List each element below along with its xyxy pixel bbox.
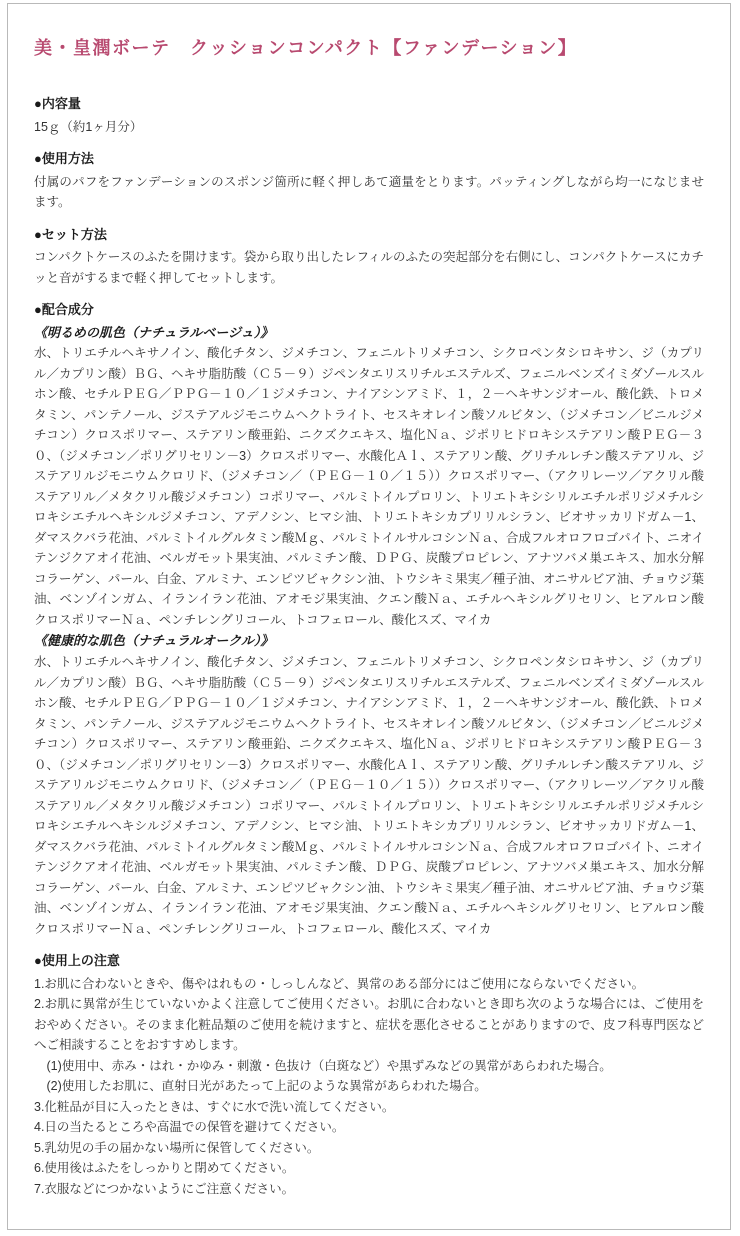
section-heading-setting: ●セット方法 (34, 226, 107, 242)
shade-block-natural-ochre (34, 631, 704, 939)
ingredients-list-natural-beige: 水、トリエチルヘキサノイン、酸化チタン、ジメチコン、フェニルトリメチコン、シクロペンタシロキサン、ジ（カプリル／カプリン酸）ＢＧ、ヘキサ脂肪酸（Ｃ５－９）ジペンタエリスリチルエステルズ、フェニルベンズイミダゾールスルホン酸、セチルＰＥＧ／ＰＰＧ－１０／１ジメチコン、ナイアシンアミド、１，２－ヘキサンジオール、酸化鉄、トロメタミン、パンテノール、ジステアルジモニウムヘクトライト、セスキオレイン酸ソルビタン、（ジメチコン／ビニルジメチコン）クロスポリマー、ステアリン酸亜鉛、ニクズクエキス、塩化Ｎａ、ジポリヒドロキシステアリン酸ＰＥＧ－３０、（ジメチコン／ポリグリセリン－3）クロスポリマー、水酸化Ａｌ、ステアリン酸、グリチルレチン酸ステアリル、ジステアリルジモニウムクロリド、（ジメチコン／（ＰＥＧ－１０／１５））クロスポリマー、（アクリレーツ／アクリル酸ステアリル／メタクリル酸ジメチコン）コポリマー、パルミトイルプロリン、トリエトキシシリルエチルポリジメチルシロキシエチルヘキシルジメチコン、アデノシン、ヒマシ油、トリエトキシカプリリルシラン、ビオサッカリドガム－1、ダマスクバラ花油、パルミトイルグルタミン酸Ｍｇ、パルミトイルサルコシンＮａ、合成フルオロフロゴパイト、ニオイテンジクアオイ花油、ベルガモット果実油、パルミチン酸、ＤＰＧ、炭酸プロピレン、アナツバメ巣エキス、加水分解コラーゲン、パール、白金、アルミナ、エンピツビャクシン油、トウシキミ果実／種子油、オニサルビア油、チョウジ葉油、ベンゾインガム、イランイラン花油、アオモジ果実油、クエン酸Ｎａ、エチルヘキシルグリセリン、ヒアルロン酸クロスポリマーＮａ、ペンチレングリコール、トコフェロール、酸化スズ、マイカ (34, 346, 704, 627)
shade-block-natural-beige (34, 323, 704, 631)
usage-text: 付属のパフをファンデーションのスポンジ箇所に軽く押しあて適量をとります。パッティングしながら均一になじませます。 (34, 174, 704, 209)
section-heading-volume: ●内容量 (34, 96, 81, 111)
section-setting (34, 225, 704, 289)
ingredients-list-natural-ochre: 水、トリエチルヘキサノイン、酸化チタン、ジメチコン、フェニルトリメチコン、シクロペンタシロキサン、ジ（カプリル／カプリン酸）ＢＧ、ヘキサ脂肪酸（Ｃ５－９）ジペンタエリスリチルエステルズ、フェニルベンズイミダゾールスルホン酸、セチルＰＥＧ／ＰＰＧ－１０／１ジメチコン、ナイアシンアミド、１，２－ヘキサンジオール、酸化鉄、トロメタミン、パンテノール、ジステアルジモニウムヘクトライト、セスキオレイン酸ソルビタン、（ジメチコン／ビニルジメチコン）クロスポリマー、ステアリン酸亜鉛、ニクズクエキス、塩化Ｎａ、ジポリヒドロキシステアリン酸ＰＥＧ－３０、（ジメチコン／ポリグリセリン－3）クロスポリマー、水酸化Ａｌ、ステアリン酸、グリチルレチン酸ステアリル、ジステアリルジモニウムクロリド、（ジメチコン／（ＰＥＧ－１０／１５））クロスポリマー、（アクリレーツ／アクリル酸ステアリル／メタクリル酸ジメチコン）コポリマー、パルミトイルプロリン、トリエトキシシリルエチルポリジメチルシロキシエチルヘキシルジメチコン、アデノシン、ヒマシ油、トリエトキシカプリリルシラン、ビオサッカリドガム－1、ダマスクバラ花油、パルミトイルグルタミン酸Ｍｇ、パルミトイルサルコシンＮａ、合成フルオロフロゴパイト、ニオイテンジクアオイ花油、ベルガモット果実油、パルミチン酸、ＤＰＧ、炭酸プロピレン、アナツバメ巣エキス、加水分解コラーゲン、パール、白金、アルミナ、エンピツビャクシン油、トウシキミ果実／種子油、オニサルビア油、チョウジ葉油、ベンゾインガム、イランイラン花油、アオモジ果実油、クエン酸Ｎａ、エチルヘキシルグリセリン、ヒアルロン酸クロスポリマーＮａ、ペンチレングリコール、トコフェロール、酸化スズ、マイカ (34, 655, 704, 936)
page-container (7, 3, 731, 1230)
section-cautions (34, 951, 704, 1199)
section-heading-cautions: ●使用上の注意 (34, 953, 120, 969)
shade-heading-natural-ochre: 《健康的な肌色（ナチュラルオークル）》 (34, 633, 274, 649)
section-heading-usage: ●使用方法 (34, 151, 94, 166)
shade-heading-natural-beige: 《明るめの肌色（ナチュラルベージュ）》 (34, 324, 274, 340)
setting-text: コンパクトケースのふたを開けます。袋から取り出したレフィルのふたの突起部分を右側にし、コンパクトケースにカチッと音がするまで軽く押してセットします。 (34, 250, 704, 285)
section-heading-ingredients: ●配合成分 (34, 302, 94, 317)
caution-item-3: 3.化粧品が目に入ったときは、すぐに水で洗い流してください。 (34, 1099, 395, 1114)
section-ingredients (34, 300, 704, 939)
caution-item-6: 6.使用後はふたをしっかりと閉めてください。 (34, 1161, 295, 1176)
caution-item-4: 4.日の当たるところや高温での保管を避けてください。 (34, 1120, 345, 1135)
caution-item-5: 5.乳幼児の手の届かない場所に保管してください。 (34, 1140, 320, 1155)
section-volume (34, 94, 704, 137)
caution-item-2-2: (2)使用したお肌に、直射日光があたって上記のような異常があらわれた場合。 (34, 1079, 487, 1094)
page-title: 美・皇潤ボーテ クッションコンパクト【ファンデーション】 (34, 38, 578, 58)
section-usage (34, 149, 704, 213)
caution-item-2-1: (1)使用中、赤み・はれ・かゆみ・刺激・色抜け（白斑など）や黒ずみなどの異常があらわれた場合。 (34, 1058, 612, 1073)
caution-item-7: 7.衣服などにつかないようにご注意ください。 (34, 1181, 295, 1196)
caution-item-1: 1.お肌に合わないときや、傷やはれもの・しっしんなど、異常のある部分にはご使用にならないでください。 (34, 976, 645, 991)
volume-text: 15ｇ（約1ヶ月分） (34, 119, 143, 134)
caution-item-2: 2.お肌に異常が生じていないかよく注意してご使用ください。お肌に合わないとき即ち次のような場合には、ご使用をおやめください。そのまま化粧品類のご使用を続けますと、症状を悪化させることがありますので、皮フ科専門医などへご相談することをおすすめします。 (34, 997, 704, 1053)
